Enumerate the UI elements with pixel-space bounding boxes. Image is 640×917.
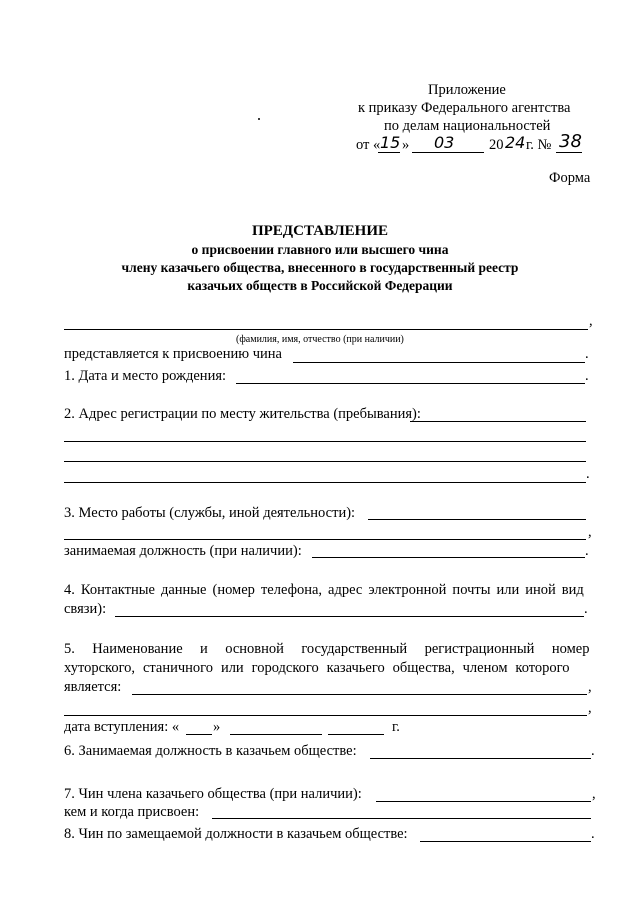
- document-title: ПРЕДСТАВЛЕНИЕ: [251, 223, 389, 239]
- member-rank-comma: ,: [592, 786, 596, 802]
- address-line-1[interactable]: [410, 421, 586, 422]
- member-rank-line[interactable]: [376, 801, 591, 802]
- assigned-by-line[interactable]: [212, 818, 591, 819]
- birth-period: .: [585, 368, 589, 384]
- header-appendix: Приложение: [428, 82, 506, 98]
- fio-caption: (фамилия, имя, отчество (при наличии): [236, 334, 404, 345]
- position-rank-label: 8. Чин по замещаемой должности в казачьем обществе:: [64, 826, 408, 842]
- year-end: г. №: [526, 137, 552, 153]
- fio-line[interactable]: [64, 329, 588, 330]
- form-label: Форма: [549, 170, 591, 186]
- join-day-line[interactable]: [186, 734, 212, 735]
- contacts-label: 4. Контактные данные (номер телефона, адрес электронной почты или иной вид: [64, 582, 584, 598]
- position-period: .: [585, 543, 589, 559]
- month-underline: [412, 152, 484, 153]
- society-label-3: является:: [64, 679, 122, 695]
- address-line-3[interactable]: [64, 461, 586, 462]
- title-line-1: о присвоении главного или высшего чина: [191, 242, 449, 257]
- number-value: 38: [559, 131, 582, 152]
- society-position-label: 6. Занимаемая должность в казачьем обществе:: [64, 743, 357, 759]
- birth-label: 1. Дата и место рождения:: [64, 368, 227, 384]
- address-period: .: [586, 466, 590, 482]
- title-line-3: казачьих обществ в Российской Федерации: [187, 278, 453, 293]
- year-value: 24: [505, 133, 526, 152]
- day-underline: [378, 152, 400, 153]
- contacts-line[interactable]: [115, 616, 584, 617]
- join-date-label: дата вступления: «: [64, 719, 180, 735]
- work-comma: ,: [588, 524, 592, 540]
- member-rank-label: 7. Чин члена казачьего общества (при наличии):: [64, 786, 362, 802]
- society-comma-2: ,: [588, 700, 592, 716]
- work-line-1[interactable]: [368, 519, 586, 520]
- address-line-4[interactable]: [64, 482, 586, 483]
- join-month-line[interactable]: [230, 734, 322, 735]
- presented-label: представляется к присвоению чина: [64, 346, 282, 362]
- fio-comma: ,: [589, 313, 593, 329]
- society-label-1: 5. Наименование и основной государственный регистрационный номер: [64, 641, 590, 657]
- address-label: 2. Адрес регистрации по месту жительства (пребывания):: [64, 406, 421, 422]
- position-label: занимаемая должность (при наличии):: [64, 543, 302, 559]
- day-value: 15: [380, 133, 401, 152]
- society-position-line[interactable]: [370, 758, 591, 759]
- header-order: к приказу Федерального агентства: [358, 100, 571, 116]
- society-label-2: хуторского, станичного или городского казачьего общества, членом которого: [64, 660, 570, 676]
- position-rank-period: .: [591, 826, 595, 842]
- contacts-label-2: связи):: [64, 601, 107, 617]
- assigned-by-label: кем и когда присвоен:: [64, 804, 200, 820]
- join-date-mid: »: [213, 719, 221, 735]
- join-year-line[interactable]: [328, 734, 384, 735]
- society-line-2[interactable]: [64, 715, 587, 716]
- work-label: 3. Место работы (службы, иной деятельности):: [64, 505, 356, 521]
- year-prefix: 20: [489, 137, 504, 153]
- society-line-1[interactable]: [132, 694, 587, 695]
- rank-period: .: [585, 346, 589, 362]
- birth-line[interactable]: [236, 383, 585, 384]
- position-line[interactable]: [312, 557, 585, 558]
- work-line-2[interactable]: [64, 539, 586, 540]
- number-underline: [556, 152, 582, 153]
- society-comma-1: ,: [588, 679, 592, 695]
- join-date-end: г.: [392, 719, 400, 735]
- title-line-2: члену казачьего общества, внесенного в государственный реестр: [121, 260, 519, 275]
- header-agency: по делам национальностей: [384, 118, 551, 134]
- society-position-period: .: [591, 743, 595, 759]
- speck: [258, 118, 260, 120]
- date-prefix: от «: [356, 137, 381, 153]
- contacts-period: .: [584, 601, 588, 617]
- address-line-2[interactable]: [64, 441, 586, 442]
- date-mid: »: [402, 137, 410, 153]
- rank-line[interactable]: [293, 362, 585, 363]
- month-value: 03: [434, 133, 455, 152]
- position-rank-line[interactable]: [420, 841, 591, 842]
